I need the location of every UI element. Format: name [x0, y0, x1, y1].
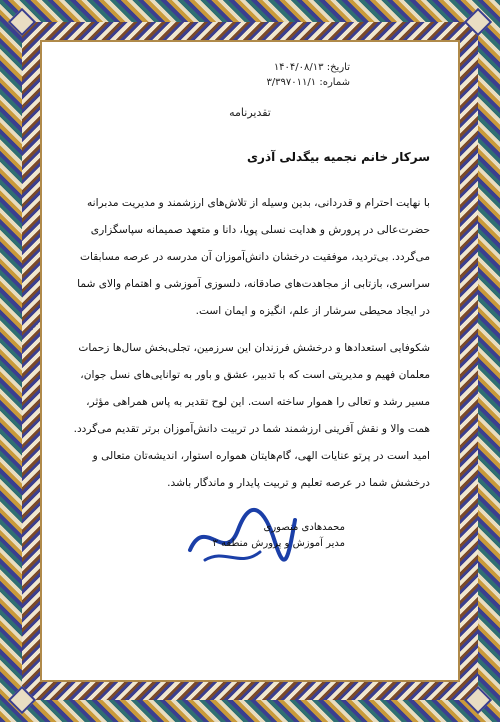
number-label: شماره:: [319, 77, 350, 88]
recipient-line: سرکار خانم نجمیه بیگدلی آذری: [247, 150, 430, 164]
number-row: [266, 75, 350, 90]
date-value: ۱۴۰۴/۰۸/۱۳: [273, 62, 324, 73]
signature-position: مدیر آموزش و پرورش منطقه ۳: [212, 538, 345, 549]
document-meta: [266, 60, 350, 90]
document-body: [70, 190, 430, 507]
document-title: تقدیرنامه: [229, 106, 271, 119]
date-row: [266, 60, 350, 75]
paragraph-2: شکوفایی استعدادها و درخشش فرزندان این سرزمین، تجلی‌بخش سال‌ها زحمات معلمان فهیم و مدیریتی است که با تدبیر، عشق و باور به توانایی‌های نسل جوان، مسیر رشد و تعالی را هموار ساخته است. این لوح تقدیر به پاس همراهی مؤثر، همت والا و نقش آفرینی ارزشمند شما در تربیت دانش‌آموزان برتر تقدیم می‌گردد. امید است در پرتو عنایات الهی، گام‌هایتان همواره استوار، اندیشه‌تان متعالی و درخشش شما در عرصه تعلیم و تربیت پایدار و ماندگار باشد.: [73, 342, 430, 489]
date-label: تاریخ:: [326, 62, 350, 73]
certificate-paper: [40, 40, 460, 682]
number-value: ۳/۳۹۷۰۱۱/۱: [266, 77, 317, 88]
signature-block: [145, 520, 345, 552]
signature-name: محمدهادی منصوری: [263, 522, 345, 533]
paragraph-1: با نهایت احترام و قدردانی، بدین وسیله از تلاش‌های ارزشمند و مدیریت مدبرانه حضرت‌عالی در پرورش و هدایت نسلی پویا، دانا و متعهد صمیمانه سپاسگزاری می‌گردد. بی‌تردید، موفقیت درخشان دانش‌آموزان آن مدرسه در عرصه مسابقات سراسری، بازتابی از مجاهدت‌های صادقانه، دلسوزی آموزشی و اهتمام والای شما در ایجاد محیطی سرشار از علم، انگیزه و ایمان است.: [77, 197, 430, 317]
